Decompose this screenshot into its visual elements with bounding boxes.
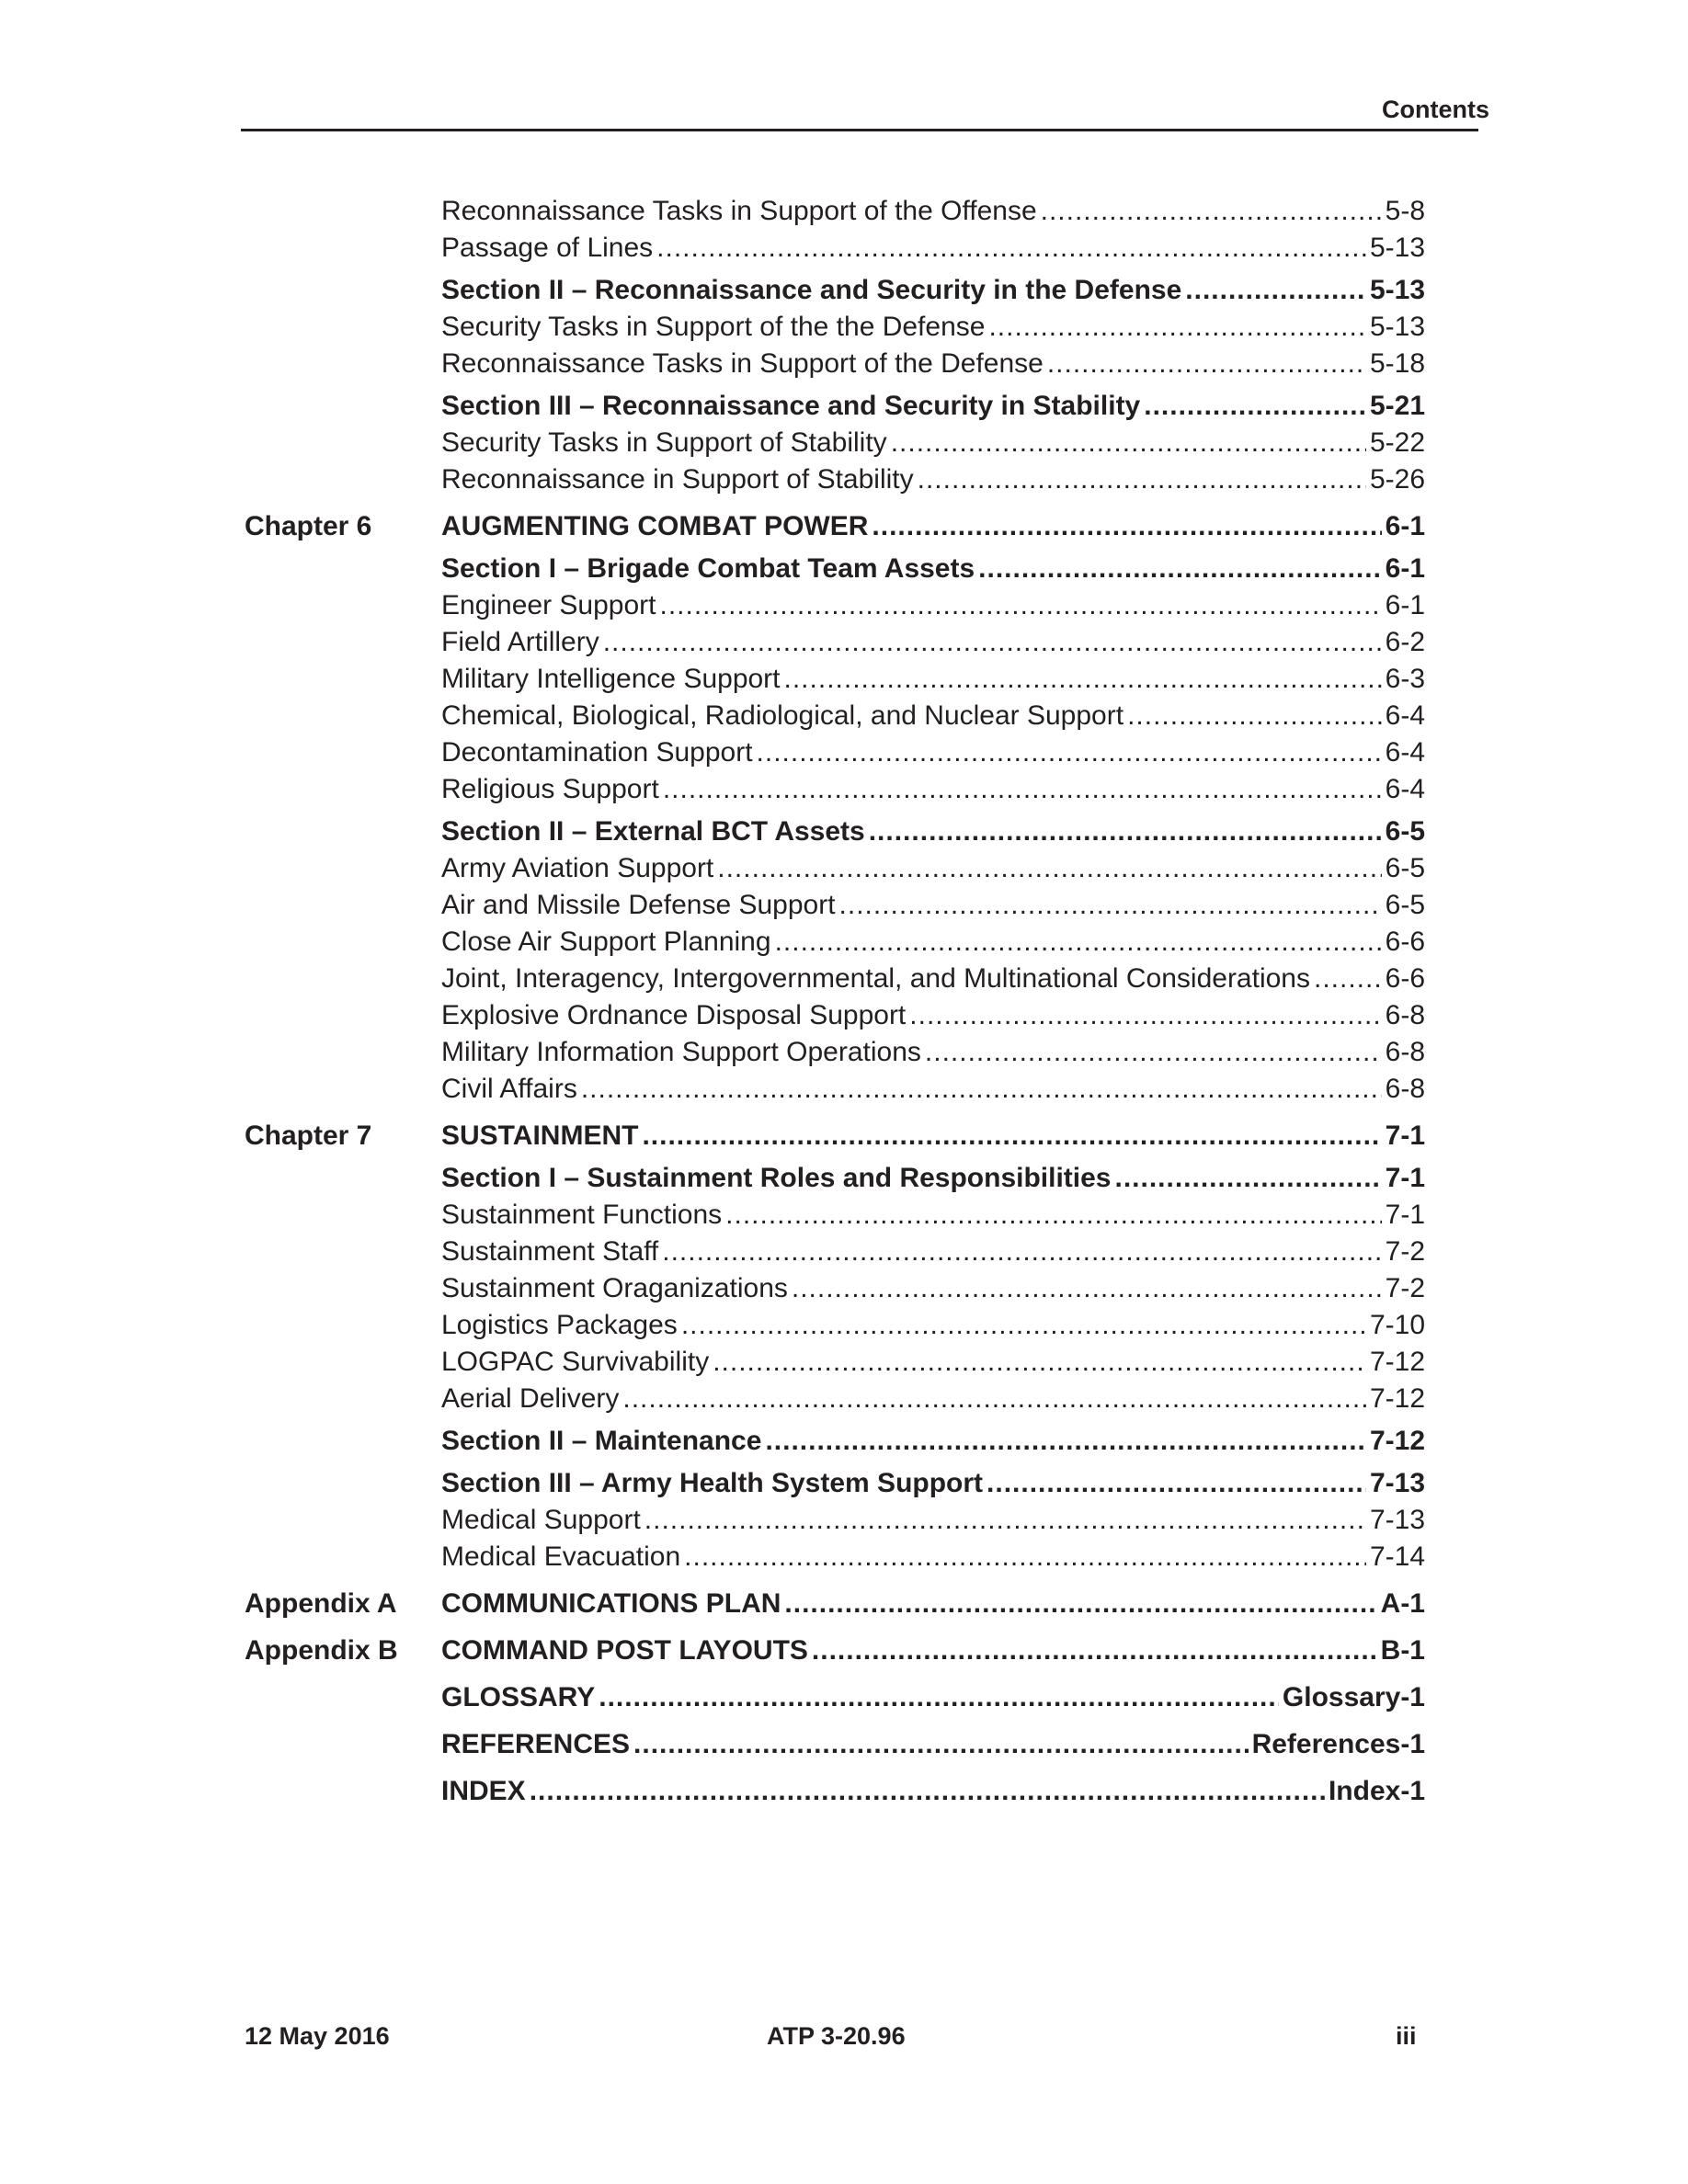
toc-dot-leader bbox=[978, 551, 1381, 587]
toc-dot-leader bbox=[622, 1381, 1366, 1417]
toc-dot-leader bbox=[656, 230, 1366, 267]
toc-entry-page-number[interactable]: 6-8 bbox=[1385, 1000, 1425, 1030]
toc-entry-page-number[interactable]: Index-1 bbox=[1328, 1776, 1425, 1806]
toc-dot-leader bbox=[644, 1502, 1366, 1539]
toc-entry[interactable] bbox=[245, 508, 1425, 545]
toc-dot-leader bbox=[599, 1679, 1279, 1716]
toc-entry[interactable] bbox=[245, 1234, 1425, 1270]
toc-entry-title[interactable]: Army Aviation Support bbox=[441, 853, 714, 883]
toc-dot-leader bbox=[581, 1071, 1382, 1108]
toc-entry-page-number[interactable]: 5-8 bbox=[1385, 196, 1425, 226]
toc-entry-page-number[interactable]: 7-2 bbox=[1385, 1273, 1425, 1303]
toc-entry-page-number[interactable]: 5-26 bbox=[1369, 464, 1425, 495]
toc-entry-title[interactable]: Section II – Maintenance bbox=[441, 1426, 762, 1456]
toc-entry-page-number[interactable]: A-1 bbox=[1380, 1588, 1425, 1619]
toc-entry-title[interactable]: Section I – Sustainment Roles and Responsibilities bbox=[441, 1163, 1112, 1193]
toc-entry-title[interactable]: Medical Support bbox=[441, 1505, 641, 1535]
toc-dot-leader bbox=[872, 508, 1381, 545]
toc-dot-leader bbox=[642, 1118, 1381, 1155]
toc-entry-page-number[interactable]: 6-4 bbox=[1385, 737, 1425, 768]
toc-entry[interactable] bbox=[245, 1726, 1425, 1763]
toc-entry[interactable] bbox=[245, 887, 1425, 924]
toc-entry[interactable] bbox=[245, 961, 1425, 997]
toc-entry-title[interactable]: Sustainment Staff bbox=[441, 1236, 659, 1267]
toc-entry-page-number[interactable]: 7-10 bbox=[1369, 1310, 1425, 1340]
toc-dot-leader bbox=[869, 813, 1382, 850]
toc-entry[interactable] bbox=[245, 272, 1425, 309]
toc-entry-page-number[interactable]: 7-12 bbox=[1369, 1426, 1425, 1456]
toc-entry[interactable] bbox=[245, 425, 1425, 461]
table-of-contents bbox=[245, 193, 1425, 1810]
toc-entry-page-number[interactable]: 6-3 bbox=[1385, 664, 1425, 694]
toc-entry-page-number[interactable]: 7-12 bbox=[1369, 1383, 1425, 1414]
toc-entry[interactable] bbox=[245, 661, 1425, 698]
toc-dot-leader bbox=[988, 309, 1366, 346]
toc-dot-leader bbox=[1127, 698, 1382, 734]
toc-entry-title[interactable]: Military Intelligence Support bbox=[441, 664, 781, 694]
toc-entry-page-number[interactable]: 6-4 bbox=[1385, 700, 1425, 731]
toc-entry-page-number[interactable]: B-1 bbox=[1380, 1635, 1425, 1666]
toc-entry[interactable] bbox=[245, 1307, 1425, 1344]
toc-dot-leader bbox=[1041, 193, 1382, 230]
toc-dot-leader bbox=[725, 1197, 1381, 1234]
toc-dot-leader bbox=[530, 1773, 1325, 1810]
toc-entry[interactable] bbox=[245, 1632, 1425, 1669]
header-divider bbox=[241, 129, 1478, 131]
footer-page-number: iii bbox=[1396, 2022, 1417, 2050]
toc-entry-page-number[interactable]: 7-1 bbox=[1385, 1120, 1425, 1151]
toc-entry-label: Chapter 6 bbox=[245, 511, 372, 541]
toc-entry-title[interactable]: Close Air Support Planning bbox=[441, 927, 771, 957]
toc-entry-title[interactable]: Air and Missile Defense Support bbox=[441, 890, 836, 920]
toc-dot-leader bbox=[918, 461, 1366, 498]
toc-entry[interactable] bbox=[245, 1423, 1425, 1460]
toc-dot-leader bbox=[1047, 346, 1366, 382]
toc-entry[interactable] bbox=[245, 771, 1425, 808]
toc-entry[interactable] bbox=[245, 1586, 1425, 1622]
toc-entry[interactable] bbox=[245, 388, 1425, 425]
toc-entry[interactable] bbox=[245, 1502, 1425, 1539]
toc-entry-title[interactable]: GLOSSARY bbox=[441, 1682, 596, 1712]
toc-entry-page-number[interactable]: 7-14 bbox=[1369, 1541, 1425, 1572]
toc-entry-page-number[interactable]: 5-13 bbox=[1369, 233, 1425, 263]
toc-entry-page-number[interactable]: 6-5 bbox=[1385, 890, 1425, 920]
toc-entry-page-number[interactable]: 6-1 bbox=[1385, 553, 1425, 584]
toc-dot-leader bbox=[684, 1539, 1366, 1575]
toc-entry-page-number[interactable]: 5-13 bbox=[1369, 312, 1425, 342]
toc-entry[interactable] bbox=[245, 1344, 1425, 1381]
toc-dot-leader bbox=[1314, 961, 1382, 997]
toc-entry-page-number[interactable]: 7-13 bbox=[1369, 1468, 1425, 1498]
toc-entry-page-number[interactable]: 6-6 bbox=[1385, 963, 1425, 994]
toc-dot-leader bbox=[603, 624, 1382, 661]
toc-entry-label: Chapter 7 bbox=[245, 1120, 372, 1151]
toc-entry[interactable] bbox=[245, 230, 1425, 267]
toc-entry[interactable] bbox=[245, 346, 1425, 382]
toc-entry[interactable] bbox=[245, 587, 1425, 624]
toc-entry[interactable] bbox=[245, 461, 1425, 498]
toc-dot-leader bbox=[987, 1465, 1366, 1502]
toc-entry-page-number[interactable]: 7-1 bbox=[1385, 1163, 1425, 1193]
toc-entry[interactable] bbox=[245, 309, 1425, 346]
toc-entry[interactable] bbox=[245, 1270, 1425, 1307]
footer-document-number: ATP 3-20.96 bbox=[767, 2022, 906, 2050]
toc-entry-title[interactable]: Joint, Interagency, Intergovernmental, and Multinational Considerations bbox=[441, 963, 1310, 994]
page-header-title: Contents bbox=[1382, 96, 1489, 123]
toc-entry[interactable] bbox=[245, 1381, 1425, 1417]
toc-entry-title[interactable]: Medical Evacuation bbox=[441, 1541, 681, 1572]
toc-entry-title[interactable]: Section III – Army Health System Support bbox=[441, 1468, 984, 1498]
toc-dot-leader bbox=[909, 997, 1381, 1034]
toc-entry-title[interactable]: Logistics Packages bbox=[441, 1310, 678, 1340]
toc-entry-page-number[interactable]: 6-8 bbox=[1385, 1037, 1425, 1067]
toc-dot-leader bbox=[713, 1344, 1366, 1381]
toc-entry-title[interactable]: Section I – Brigade Combat Team Assets bbox=[441, 553, 975, 584]
toc-entry[interactable] bbox=[245, 698, 1425, 734]
toc-entry[interactable] bbox=[245, 1539, 1425, 1575]
toc-entry[interactable] bbox=[245, 1465, 1425, 1502]
toc-entry-title[interactable]: LOGPAC Survivability bbox=[441, 1347, 710, 1377]
toc-entry-page-number[interactable]: 7-2 bbox=[1385, 1236, 1425, 1267]
toc-entry[interactable] bbox=[245, 1118, 1425, 1155]
toc-dot-leader bbox=[757, 734, 1382, 771]
toc-entry[interactable] bbox=[245, 924, 1425, 961]
toc-dot-leader bbox=[662, 1234, 1381, 1270]
toc-entry-page-number[interactable]: 6-5 bbox=[1385, 816, 1425, 847]
toc-entry-title[interactable]: Field Artillery bbox=[441, 627, 599, 657]
toc-entry-page-number[interactable]: 6-2 bbox=[1385, 627, 1425, 657]
toc-entry-title[interactable]: SUSTAINMENT bbox=[441, 1120, 639, 1151]
toc-entry-title[interactable]: Security Tasks in Support of the the Defense bbox=[441, 312, 986, 342]
toc-entry-label: Appendix A bbox=[245, 1588, 397, 1619]
toc-entry-page-number[interactable]: 6-4 bbox=[1385, 774, 1425, 804]
toc-entry-title[interactable]: REFERENCES bbox=[441, 1729, 631, 1759]
toc-entry[interactable] bbox=[245, 1034, 1425, 1071]
toc-entry-title[interactable]: COMMAND POST LAYOUTS bbox=[441, 1635, 808, 1666]
toc-entry-title[interactable]: Explosive Ordnance Disposal Support bbox=[441, 1000, 907, 1030]
toc-entry-title[interactable]: Section II – Reconnaissance and Security in the Defense bbox=[441, 275, 1182, 305]
toc-dot-leader bbox=[1115, 1160, 1382, 1197]
toc-dot-leader bbox=[792, 1270, 1382, 1307]
toc-entry-title[interactable]: AUGMENTING COMBAT POWER bbox=[441, 511, 869, 541]
toc-entry-title[interactable]: Reconnaissance Tasks in Support of the Defense bbox=[441, 348, 1044, 379]
toc-dot-leader bbox=[925, 1034, 1382, 1071]
toc-entry-title[interactable]: Religious Support bbox=[441, 774, 659, 804]
toc-entry-title[interactable]: Sustainment Functions bbox=[441, 1200, 723, 1230]
toc-entry-title[interactable]: Military Information Support Operations bbox=[441, 1037, 921, 1067]
toc-dot-leader bbox=[839, 887, 1382, 924]
toc-entry-page-number[interactable]: 6-5 bbox=[1385, 853, 1425, 883]
toc-entry-page-number[interactable]: Glossary-1 bbox=[1282, 1682, 1425, 1712]
toc-entry-title[interactable]: Section III – Reconnaissance and Security in Stability bbox=[441, 391, 1141, 421]
toc-entry[interactable] bbox=[245, 551, 1425, 587]
toc-entry[interactable] bbox=[245, 850, 1425, 887]
toc-entry-title[interactable]: Section II – External BCT Assets bbox=[441, 816, 865, 847]
toc-dot-leader bbox=[812, 1632, 1377, 1669]
toc-entry-page-number[interactable]: 6-1 bbox=[1385, 590, 1425, 620]
toc-dot-leader bbox=[681, 1307, 1366, 1344]
toc-entry-title[interactable]: Passage of Lines bbox=[441, 233, 654, 263]
toc-entry-page-number[interactable]: References-1 bbox=[1251, 1729, 1425, 1759]
toc-entry[interactable] bbox=[245, 1197, 1425, 1234]
toc-entry[interactable] bbox=[245, 997, 1425, 1034]
toc-dot-leader bbox=[633, 1726, 1249, 1763]
toc-entry[interactable] bbox=[245, 1773, 1425, 1810]
toc-entry-title[interactable]: Civil Affairs bbox=[441, 1074, 577, 1104]
toc-entry-page-number[interactable]: 7-12 bbox=[1369, 1347, 1425, 1377]
toc-entry-page-number[interactable]: 6-8 bbox=[1385, 1074, 1425, 1104]
toc-entry-title[interactable]: COMMUNICATIONS PLAN bbox=[441, 1588, 781, 1619]
toc-entry-title[interactable]: Aerial Delivery bbox=[441, 1383, 620, 1414]
toc-entry-title[interactable]: Decontamination Support bbox=[441, 737, 753, 768]
toc-entry-title[interactable]: Reconnaissance in Support of Stability bbox=[441, 464, 914, 495]
toc-dot-leader bbox=[660, 587, 1382, 624]
toc-entry[interactable] bbox=[245, 624, 1425, 661]
toc-entry[interactable] bbox=[245, 734, 1425, 771]
toc-entry[interactable] bbox=[245, 813, 1425, 850]
toc-entry-page-number[interactable]: 7-13 bbox=[1369, 1505, 1425, 1535]
toc-entry-title[interactable]: Chemical, Biological, Radiological, and Nuclear Support bbox=[441, 700, 1124, 731]
toc-entry-title[interactable]: Sustainment Oraganizations bbox=[441, 1273, 788, 1303]
toc-entry-title[interactable]: Security Tasks in Support of Stability bbox=[441, 427, 887, 458]
toc-dot-leader bbox=[784, 1586, 1376, 1622]
toc-entry[interactable] bbox=[245, 1679, 1425, 1716]
toc-entry-page-number[interactable]: 6-6 bbox=[1385, 927, 1425, 957]
toc-entry[interactable] bbox=[245, 1071, 1425, 1108]
toc-dot-leader bbox=[717, 850, 1381, 887]
toc-entry-page-number[interactable]: 5-21 bbox=[1369, 391, 1425, 421]
toc-entry-title[interactable]: INDEX bbox=[441, 1776, 526, 1806]
toc-dot-leader bbox=[765, 1423, 1366, 1460]
toc-dot-leader bbox=[891, 425, 1366, 461]
footer-date: 12 May 2016 bbox=[245, 2022, 390, 2050]
toc-entry-page-number[interactable]: 5-13 bbox=[1369, 275, 1425, 305]
toc-dot-leader bbox=[663, 771, 1382, 808]
toc-dot-leader bbox=[775, 924, 1382, 961]
toc-entry[interactable] bbox=[245, 1160, 1425, 1197]
toc-entry-page-number[interactable]: 5-18 bbox=[1369, 348, 1425, 379]
toc-dot-leader bbox=[1185, 272, 1366, 309]
toc-entry-page-number[interactable]: 7-1 bbox=[1385, 1200, 1425, 1230]
toc-entry-title[interactable]: Reconnaissance Tasks in Support of the Offense bbox=[441, 196, 1037, 226]
toc-entry[interactable] bbox=[245, 193, 1425, 230]
toc-dot-leader bbox=[784, 661, 1382, 698]
toc-entry-page-number[interactable]: 6-1 bbox=[1385, 511, 1425, 541]
toc-entry-label: Appendix B bbox=[245, 1635, 398, 1666]
toc-entry-page-number[interactable]: 5-22 bbox=[1369, 427, 1425, 458]
toc-dot-leader bbox=[1144, 388, 1366, 425]
toc-entry-title[interactable]: Engineer Support bbox=[441, 590, 656, 620]
